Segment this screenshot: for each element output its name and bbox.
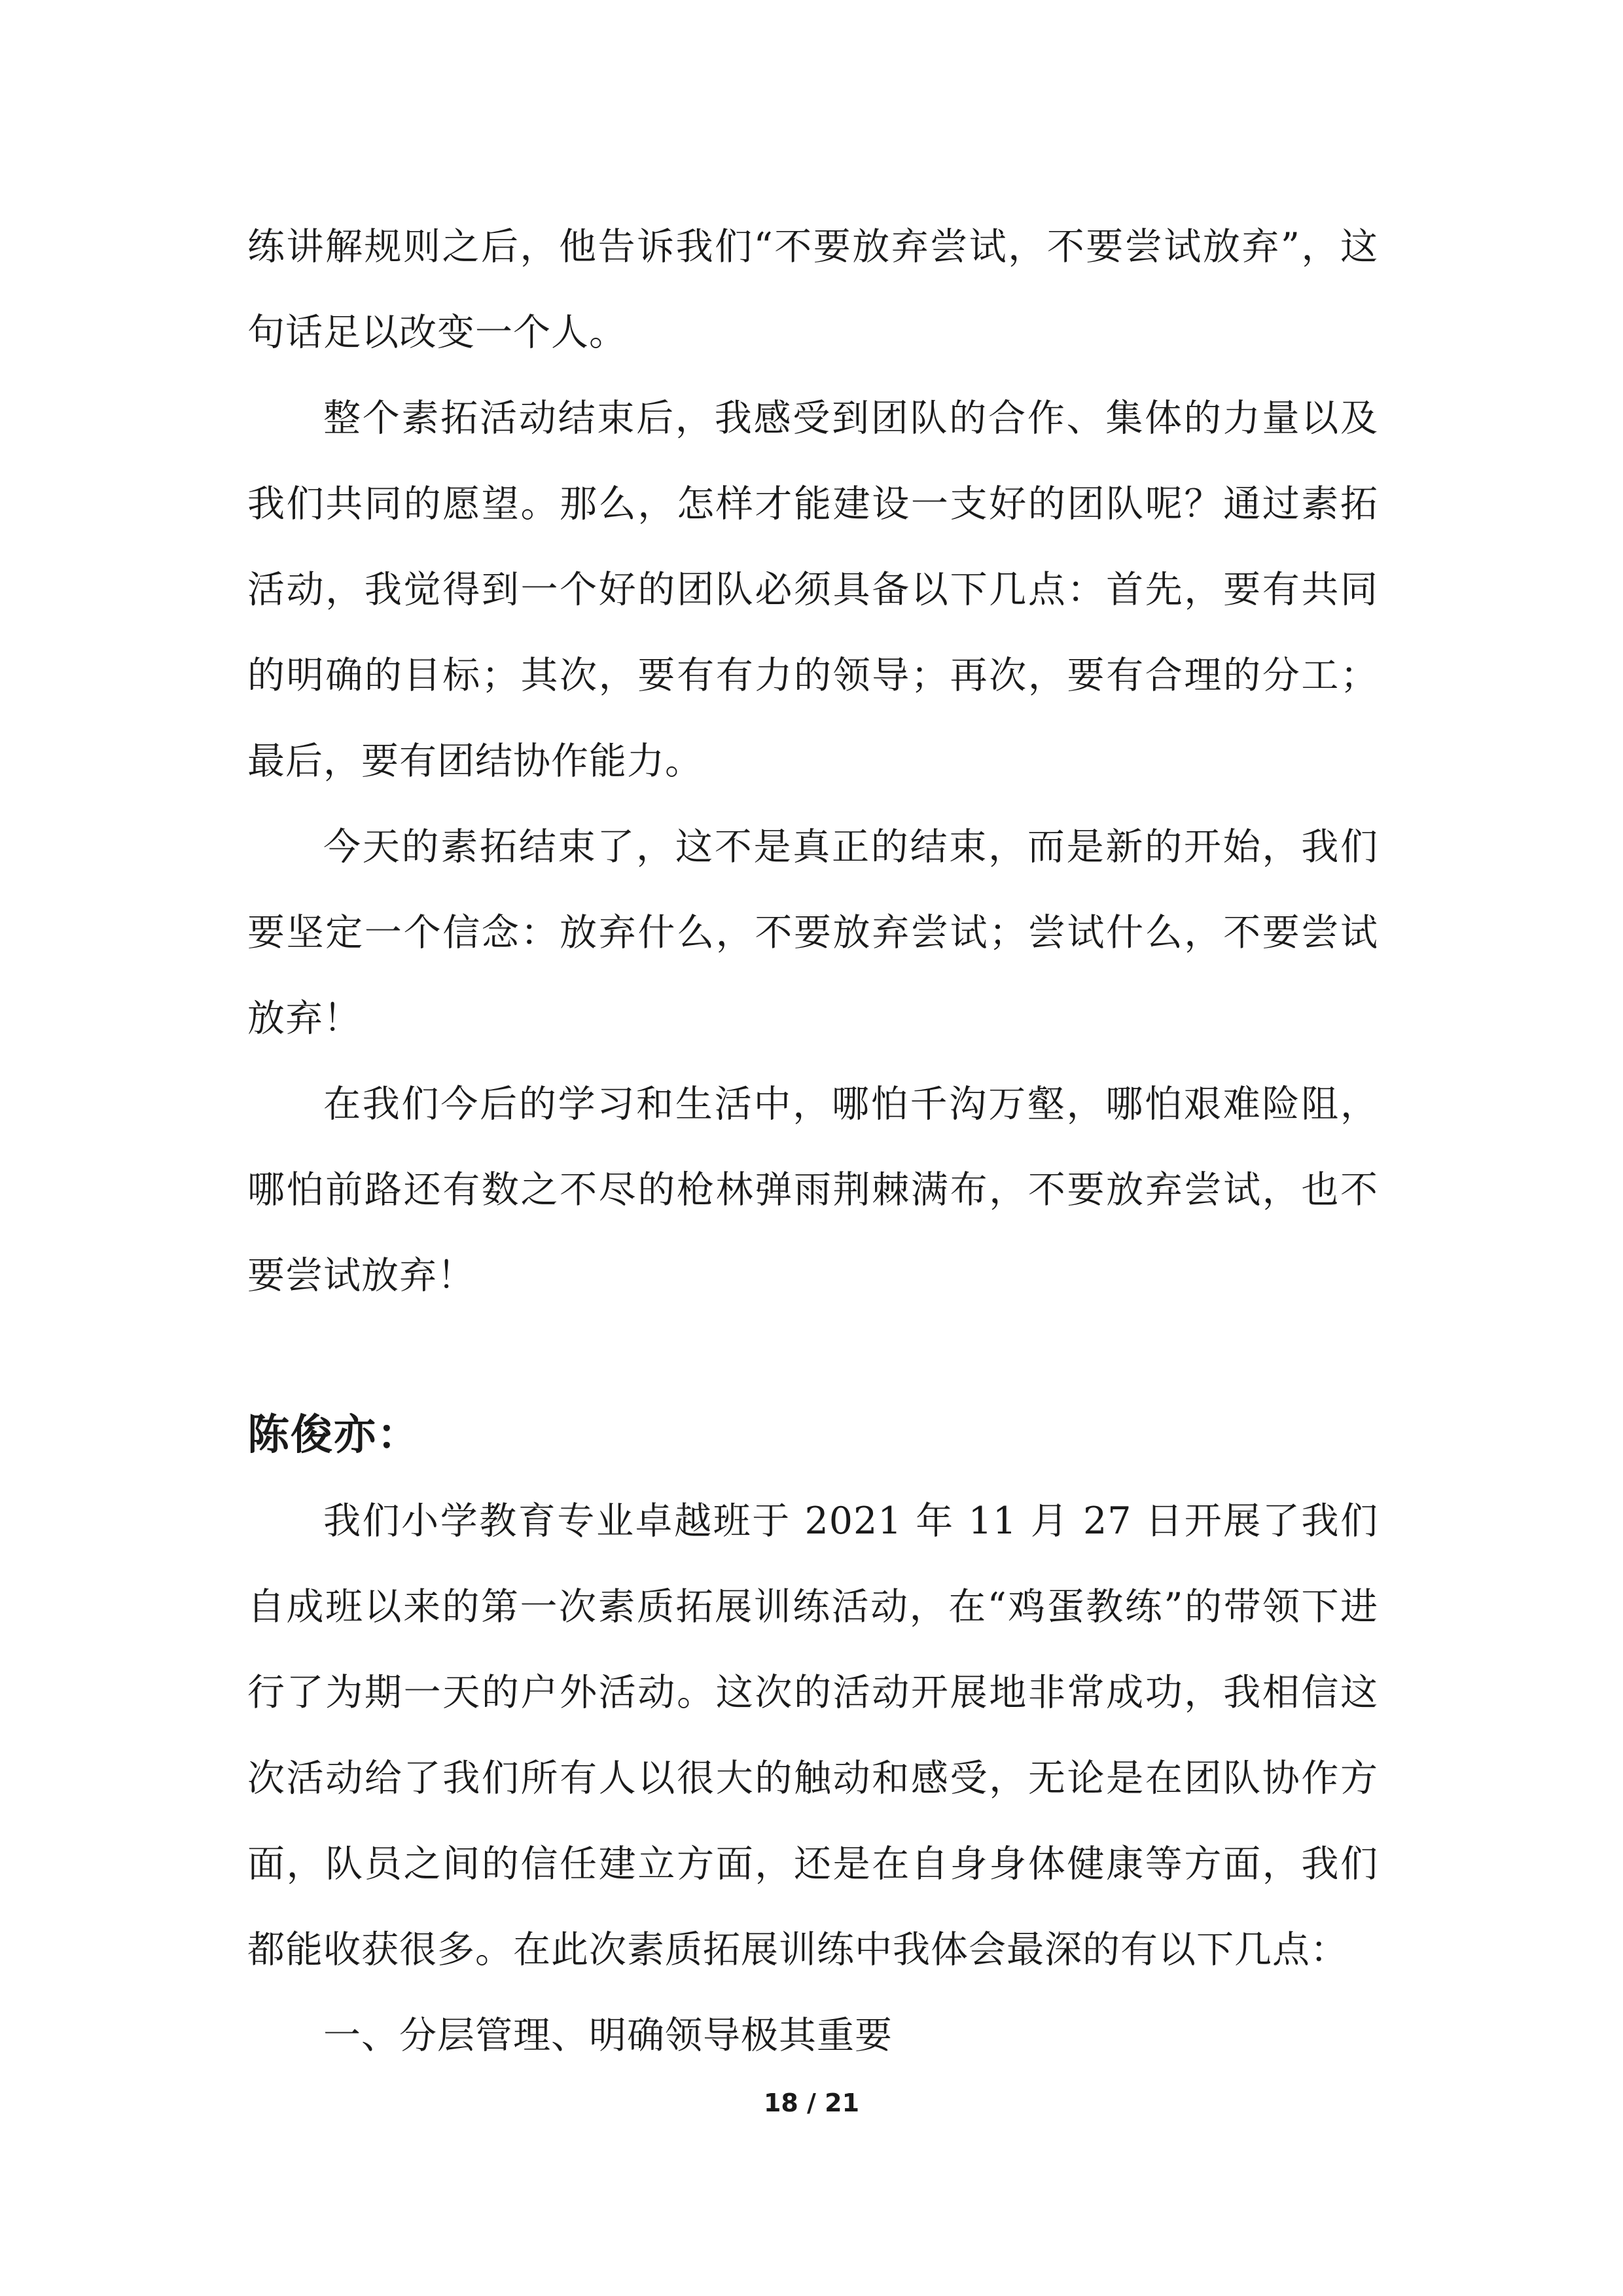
paragraph-activity-intro: 我们小学教育专业卓越班于 2021 年 11 月 27 日开展了我们自成班以来的第一次素质拓展训练活动，在“鸡蛋教练”的带领下进行了为期一天的户外活动。这次的活动开展地非常成功，我相信这次活动给了我们所有人以很大的触动和感受，无论是在团队协作方面，队员之间的信任建立方面，还是在自身身体健康等方面，我们都能收获很多。在此次素质拓展训练中我体会最深的有以下几点：: [247, 1499, 1378, 1971]
paragraph-team-summary: 整个素拓活动结束后，我感受到团队的合作、集体的力量以及我们共同的愿望。那么，怎样才能建设一支好的团队呢？通过素拓活动，我觉得到一个好的团队必须具备以下几点：首先，要有共同的明确的目标；其次，要有有力的领导；再次，要有合理的分工；最后，要有团结协作能力。: [247, 397, 1378, 783]
paragraph-new-beginning: 今天的素拓结束了，这不是真正的结束，而是新的开始，我们要坚定一个信念：放弃什么，不要放弃尝试；尝试什么，不要尝试放弃！: [247, 825, 1378, 1040]
page-number: 18 / 21: [763, 2089, 860, 2117]
paragraph-point-one: 一、分层管理、明确领导极其重要: [323, 2014, 893, 2057]
section-heading-author: 陈俊亦：: [247, 1411, 420, 1460]
paragraph-rules-quote: 练讲解规则之后，他告诉我们“不要放弃尝试，不要尝试放弃”，这句话足以改变一个人。: [247, 225, 1378, 354]
paragraph-never-give-up: 在我们今后的学习和生活中，哪怕千沟万壑，哪怕艰难险阻，哪怕前路还有数之不尽的枪林弹雨荆棘满布，不要放弃尝试，也不要尝试放弃！: [247, 1083, 1378, 1297]
document-body: [247, 204, 1378, 2079]
